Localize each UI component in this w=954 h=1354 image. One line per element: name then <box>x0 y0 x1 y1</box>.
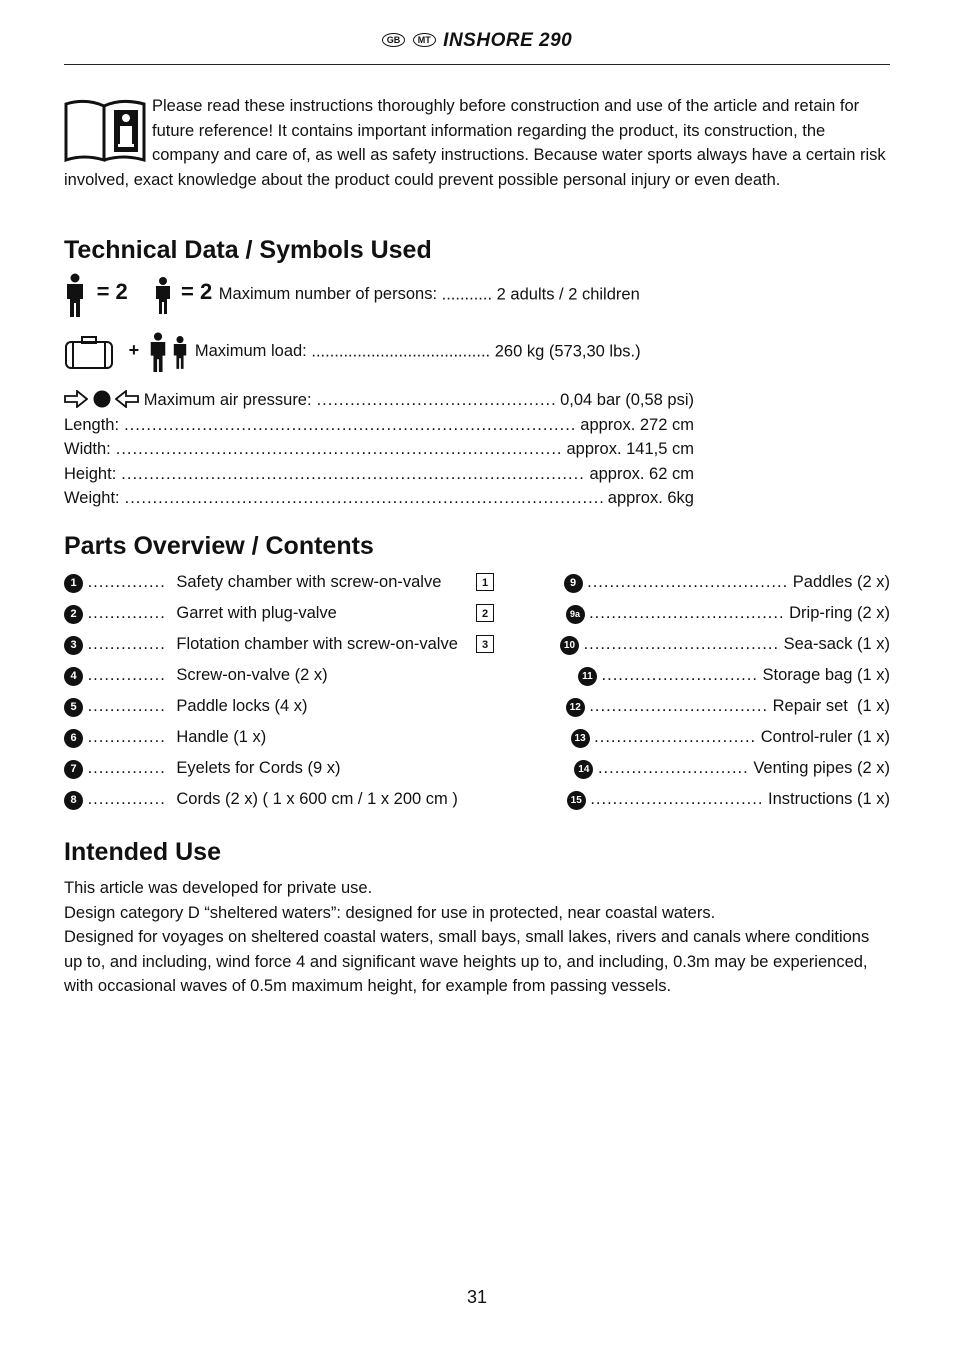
part-item: 13 ............................. Control-ruler (1 x) <box>571 725 890 749</box>
intro-section <box>64 94 890 192</box>
adult-person-icon <box>64 273 86 317</box>
load-value: 260 kg (573,30 lbs.) <box>494 342 641 361</box>
load-plus: + <box>128 340 140 361</box>
load-label: Maximum load: <box>194 342 307 361</box>
chamber-box: 1 <box>476 573 494 591</box>
part-number: 8 <box>64 791 83 810</box>
part-number: 14 <box>574 760 593 779</box>
intended-heading: Intended Use <box>64 838 221 866</box>
intended-paragraph: Design category D “sheltered waters”: designed for use in protected, near coastal waters. <box>64 903 716 922</box>
part-number: 12 <box>566 698 585 717</box>
child-count: = 2 <box>180 279 213 305</box>
filled-circle-icon <box>93 390 111 408</box>
part-item: 9 .................................... Paddles (2 x) <box>564 570 890 594</box>
part-item: 8 .............. Cords (2 x) ( 1 x 600 cm / 1 x 200 cm ) <box>64 787 458 811</box>
child-person-icon <box>172 335 188 369</box>
height-value: approx. 62 cm <box>589 464 694 483</box>
part-item: 7 .............. Eyelets for Cords (9 x) <box>64 756 341 780</box>
pressure-label: Maximum air pressure: <box>143 391 312 409</box>
part-item: 3 .............. Flotation chamber with screw-on-valve <box>64 632 458 656</box>
weight-value: approx. 6kg <box>607 489 694 507</box>
part-name: Drip-ring (2 x) <box>789 604 890 622</box>
page-header <box>64 30 890 65</box>
height-row <box>64 462 694 487</box>
part-name: Garret with plug-valve <box>176 604 337 622</box>
pressure-row <box>64 388 694 413</box>
part-number: 1 <box>64 574 83 593</box>
load-dots: ....................................... <box>311 342 491 361</box>
part-name: Paddles (2 x) <box>792 573 890 591</box>
part-name: Venting pipes (2 x) <box>753 759 890 777</box>
part-item: 5 .............. Paddle locks (4 x) <box>64 694 308 718</box>
specs <box>64 388 694 511</box>
pressure-value: 0,04 bar (0,58 psi) <box>560 391 694 409</box>
part-number: 3 <box>64 636 83 655</box>
weight-label: Weight: <box>64 489 120 507</box>
weight-row <box>64 486 694 511</box>
part-item: 1 .............. Safety chamber with screw-on-valve <box>64 570 441 594</box>
part-item: 15 ............................... Instructions (1 x) <box>567 787 890 811</box>
length-value: approx. 272 cm <box>580 415 694 434</box>
part-name: Flotation chamber with screw-on-valve <box>176 635 458 653</box>
intro-text: Please read these instructions thoroughly before construction and use of the article and retain for future reference! It contains important information regarding the product, its construction, the company and care of, as well as safety instructions. Because water sports always have a certain risk involved, exact knowledge about the product could prevent possible personal injury or even death. <box>64 97 886 189</box>
part-number: 11 <box>578 667 597 686</box>
length-label: Length: <box>64 415 120 434</box>
height-label: Height: <box>64 464 117 483</box>
part-item: 12 ................................ Repair set (1 x) <box>566 694 890 718</box>
part-number: 13 <box>571 729 590 748</box>
parts-heading: Parts Overview / Contents <box>64 532 374 560</box>
part-name: Control-ruler (1 x) <box>760 728 890 746</box>
part-item: 14 ........................... Venting pipes (2 x) <box>574 756 890 780</box>
part-item: 6 .............. Handle (1 x) <box>64 725 266 749</box>
part-item: 10 ................................... Sea-sack (1 x) <box>560 632 890 656</box>
chamber-box: 2 <box>476 604 494 622</box>
persons-dots: ........... <box>441 285 493 304</box>
product-title: INSHORE 290 <box>443 30 573 51</box>
part-number: 9 <box>564 574 583 593</box>
part-number: 15 <box>567 791 586 810</box>
badge-gb: GB <box>382 33 406 47</box>
part-item: 4 .............. Screw-on-valve (2 x) <box>64 663 328 687</box>
persons-value: 2 adults / 2 children <box>496 285 640 304</box>
part-number: 7 <box>64 760 83 779</box>
part-name: Instructions (1 x) <box>768 790 890 808</box>
technical-heading: Technical Data / Symbols Used <box>64 236 432 264</box>
width-value: approx. 141,5 cm <box>566 440 694 458</box>
part-name: Paddle locks (4 x) <box>176 697 308 715</box>
chamber-box: 3 <box>476 635 494 653</box>
width-row <box>64 437 694 462</box>
part-number: 4 <box>64 667 83 686</box>
intended-section <box>64 876 890 999</box>
part-name: Screw-on-valve (2 x) <box>176 666 328 684</box>
part-name: Storage bag (1 x) <box>762 666 890 684</box>
page-number: 31 <box>466 1287 488 1307</box>
part-number: 9a <box>566 605 585 624</box>
luggage-icon <box>64 334 114 370</box>
intended-paragraph: This article was developed for private use. <box>64 879 373 897</box>
intended-paragraph: Designed for voyages on sheltered coastal waters, small bays, small lakes, rivers and canals where conditions up to, and including, wind force 4 and significant wave heights up to, and including, 0.3m may be experienced, with occasional waves of 0.5m maximum height, for example from passing vessels. <box>64 928 870 995</box>
part-item: 9a ................................... Drip-ring (2 x) <box>566 601 891 625</box>
part-item: 11 ............................ Storage bag (1 x) <box>578 663 890 687</box>
child-person-icon <box>154 276 172 314</box>
part-number: 2 <box>64 605 83 624</box>
part-name: Eyelets for Cords (9 x) <box>176 759 341 777</box>
persons-row <box>64 273 640 317</box>
load-row <box>64 330 641 374</box>
part-name: Handle (1 x) <box>176 728 267 746</box>
width-label: Width: <box>64 440 111 458</box>
part-name: Sea-sack (1 x) <box>783 635 890 653</box>
part-number: 10 <box>560 636 579 655</box>
adult-count: = 2 <box>96 279 128 305</box>
book-info-icon <box>64 96 146 164</box>
badge-mt: MT <box>413 33 436 47</box>
arrow-right-icon <box>64 390 88 408</box>
part-name: Repair set (1 x) <box>772 697 890 715</box>
part-name: Safety chamber with screw-on-valve <box>176 573 442 591</box>
length-row <box>64 413 694 438</box>
arrow-left-icon <box>115 390 139 408</box>
persons-label: Maximum number of persons: <box>218 285 438 304</box>
part-number: 6 <box>64 729 83 748</box>
adult-person-icon <box>148 330 168 374</box>
part-number: 5 <box>64 698 83 717</box>
part-name: Cords (2 x) ( 1 x 600 cm / 1 x 200 cm ) <box>176 790 458 808</box>
part-item: 2 .............. Garret with plug-valve <box>64 601 337 625</box>
